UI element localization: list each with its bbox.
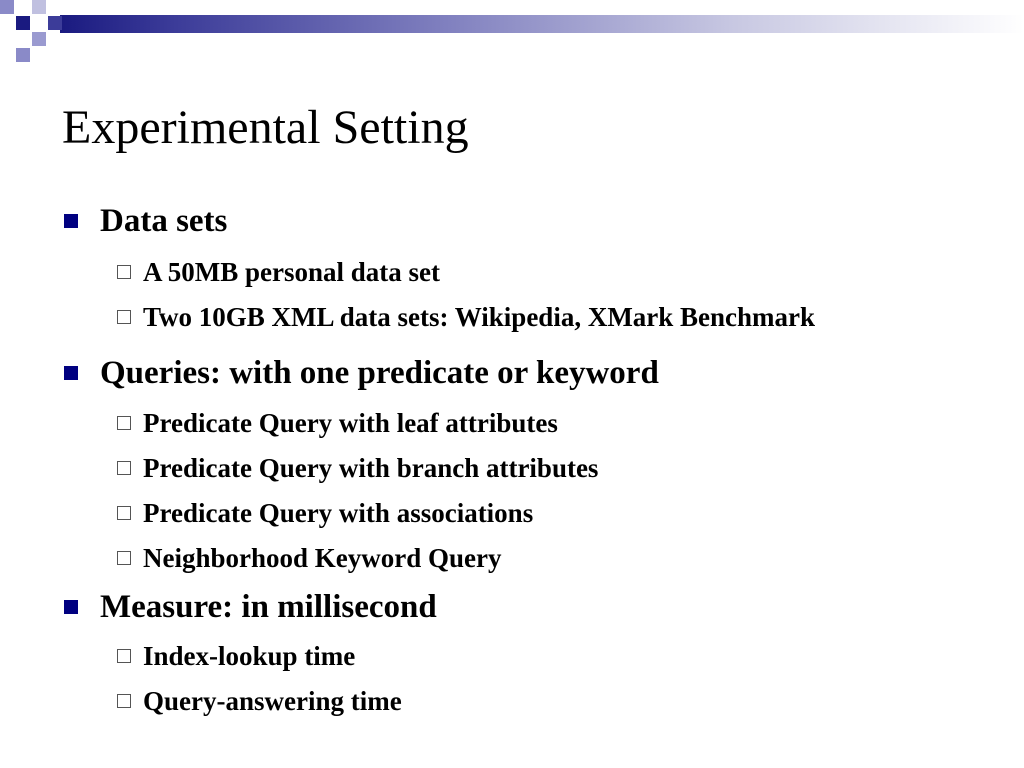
hollow-square-bullet-icon [117,694,131,708]
sub-bullet [117,300,815,334]
bullet-measure [64,587,437,627]
sub-bullet [117,684,402,718]
sub-bullet-text: Neighborhood Keyword Query [143,542,502,573]
sub-bullet [117,496,533,530]
sub-bullet-text: Index-lookup time [143,640,356,671]
square-bullet-icon [64,366,78,380]
sub-bullet-text: Predicate Query with branch attributes [143,452,599,483]
sub-bullet [117,541,502,575]
sub-bullet [117,639,355,673]
hollow-square-bullet-icon [117,416,131,430]
bullet-queries [64,353,659,393]
hollow-square-bullet-icon [117,310,131,324]
bullet-text: Measure: in millisecond [100,588,437,625]
sub-bullet-text: A 50MB personal data set [143,256,440,287]
sub-bullet-text: Predicate Query with associations [143,497,534,528]
hollow-square-bullet-icon [117,649,131,663]
sub-bullet [117,406,558,440]
sub-bullet-text: Predicate Query with leaf attributes [143,407,558,438]
square-bullet-icon [64,600,78,614]
sub-bullet-text: Two 10GB XML data sets: Wikipedia, XMark Benchmark [143,301,816,332]
sub-bullet [117,451,598,485]
bullet-data-sets [64,201,227,241]
bullet-text: Queries: with one predicate or keyword [100,354,659,391]
bullet-text: Data sets [100,202,228,239]
hollow-square-bullet-icon [117,461,131,475]
square-bullet-icon [64,214,78,228]
sub-bullet [117,255,440,289]
sub-bullet-text: Query-answering time [143,685,402,716]
hollow-square-bullet-icon [117,551,131,565]
hollow-square-bullet-icon [117,506,131,520]
hollow-square-bullet-icon [117,265,131,279]
slide-title: Experimental Setting [62,101,469,154]
